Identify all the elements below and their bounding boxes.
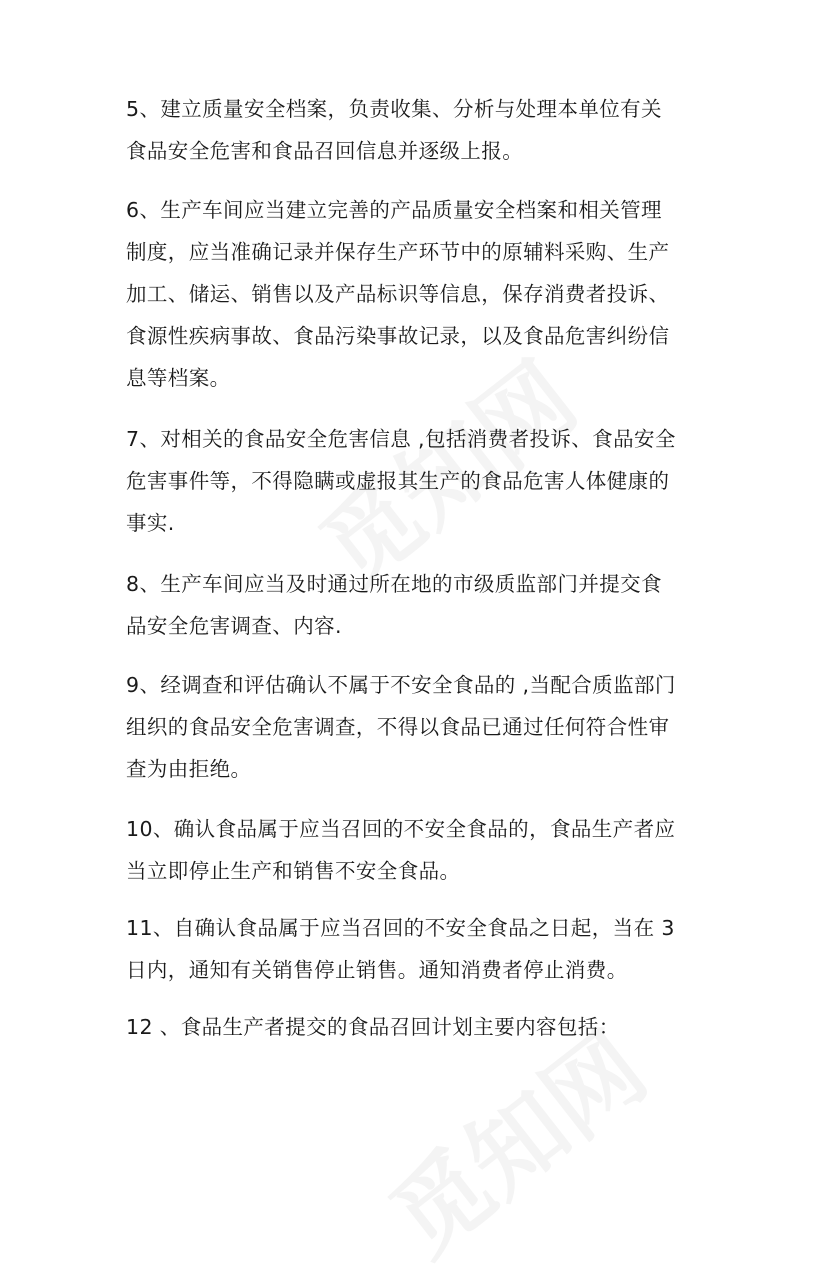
paragraph-8 [126,563,716,647]
text-line: 7、对相关的食品安全危害信息 ,包括消费者投诉、食品安全 [126,427,676,451]
text-line: 8、生产车间应当及时通过所在地的市级质监部门并提交食 [126,572,662,596]
paragraph-12 [126,1006,716,1048]
text-line: 11、自确认食品属于应当召回的不安全食品之日起，当在 3 [126,916,675,940]
paragraph-5 [126,88,716,172]
text-line: 危害事件等，不得隐瞒或虚报其生产的食品危害人体健康的 [126,469,670,493]
text-line: 当立即停止生产和销售不安全食品。 [126,859,461,883]
paragraph-6 [126,189,716,399]
text-line: 12 、食品生产者提交的食品召回计划主要内容包括： [126,1015,620,1039]
text-line: 5、建立质量安全档案，负责收集、分析与处理本单位有关 [126,97,662,121]
text-line: 加工、储运、销售以及产品标识等信息，保存消费者投诉、 [126,282,670,306]
text-line: 组织的食品安全危害调查，不得以食品已通过任何符合性审 [126,715,670,739]
text-line: 查为由拒绝。 [126,757,252,781]
text-line: 日内，通知有关销售停止销售。通知消费者停止消费。 [126,958,628,982]
text-line: 制度，应当准确记录并保存生产环节中的原辅料采购、生产 [126,240,670,264]
text-line: 10、确认食品属于应当召回的不安全食品的，食品生产者应 [126,817,676,841]
text-line: 6、生产车间应当建立完善的产品质量安全档案和相关管理 [126,198,662,222]
paragraph-10 [126,808,716,892]
text-line: 息等档案。 [126,366,231,390]
text-line: 事实. [126,511,175,535]
text-line: 食源性疾病事故、食品污染事故记录，以及食品危害纠纷信 [126,324,670,348]
paragraph-9 [126,664,716,790]
paragraph-11 [126,907,716,991]
text-line: 品安全危害调查、内容. [126,614,342,638]
text-line: 食品安全危害和食品召回信息并逐级上报。 [126,139,524,163]
text-line: 9、经调查和评估确认不属于不安全食品的 ,当配合质监部门 [126,673,676,697]
paragraph-7 [126,418,716,544]
